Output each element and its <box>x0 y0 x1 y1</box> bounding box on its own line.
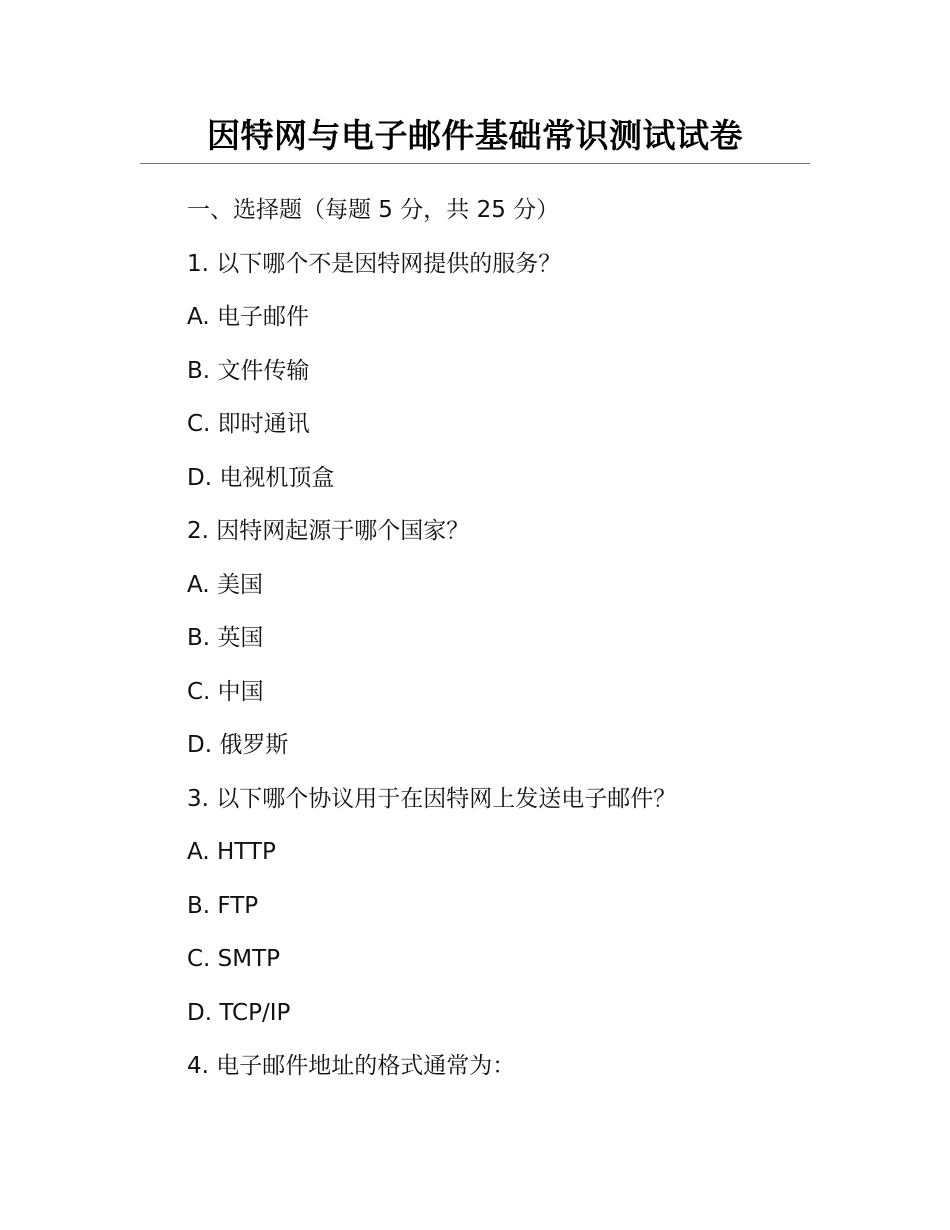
q3-option-a: A. HTTP <box>187 839 276 865</box>
q2-option-b: B. 英国 <box>187 625 264 651</box>
document-body <box>187 194 787 1104</box>
document-title: 因特网与电子邮件基础常识测试试卷 <box>207 116 743 155</box>
question-1: 1. 以下哪个不是因特网提供的服务？ <box>187 250 562 277</box>
q3-option-d: D. TCP/IP <box>187 999 291 1026</box>
section-heading: 一、选择题（每题 5 分，共 25 分） <box>187 197 560 223</box>
question-2: 2. 因特网起源于哪个国家？ <box>187 518 470 544</box>
q3-option-c: C. SMTP <box>187 946 281 972</box>
q1-option-c: C. 即时通讯 <box>187 411 310 437</box>
q3-option-b: B. FTP <box>187 892 259 919</box>
q2-option-c: C. 中国 <box>187 678 264 705</box>
q2-option-a: A. 美国 <box>187 571 263 598</box>
q1-option-d: D. 电视机顶盒 <box>187 464 335 491</box>
q1-option-a: A. 电子邮件 <box>187 304 309 330</box>
title-divider <box>140 163 810 164</box>
q2-option-d: D. 俄罗斯 <box>187 732 289 758</box>
q1-option-b: B. 文件传输 <box>187 357 310 384</box>
question-4: 4. 电子邮件地址的格式通常为： <box>187 1053 516 1079</box>
question-3: 3. 以下哪个协议用于在因特网上发送电子邮件？ <box>187 785 677 812</box>
